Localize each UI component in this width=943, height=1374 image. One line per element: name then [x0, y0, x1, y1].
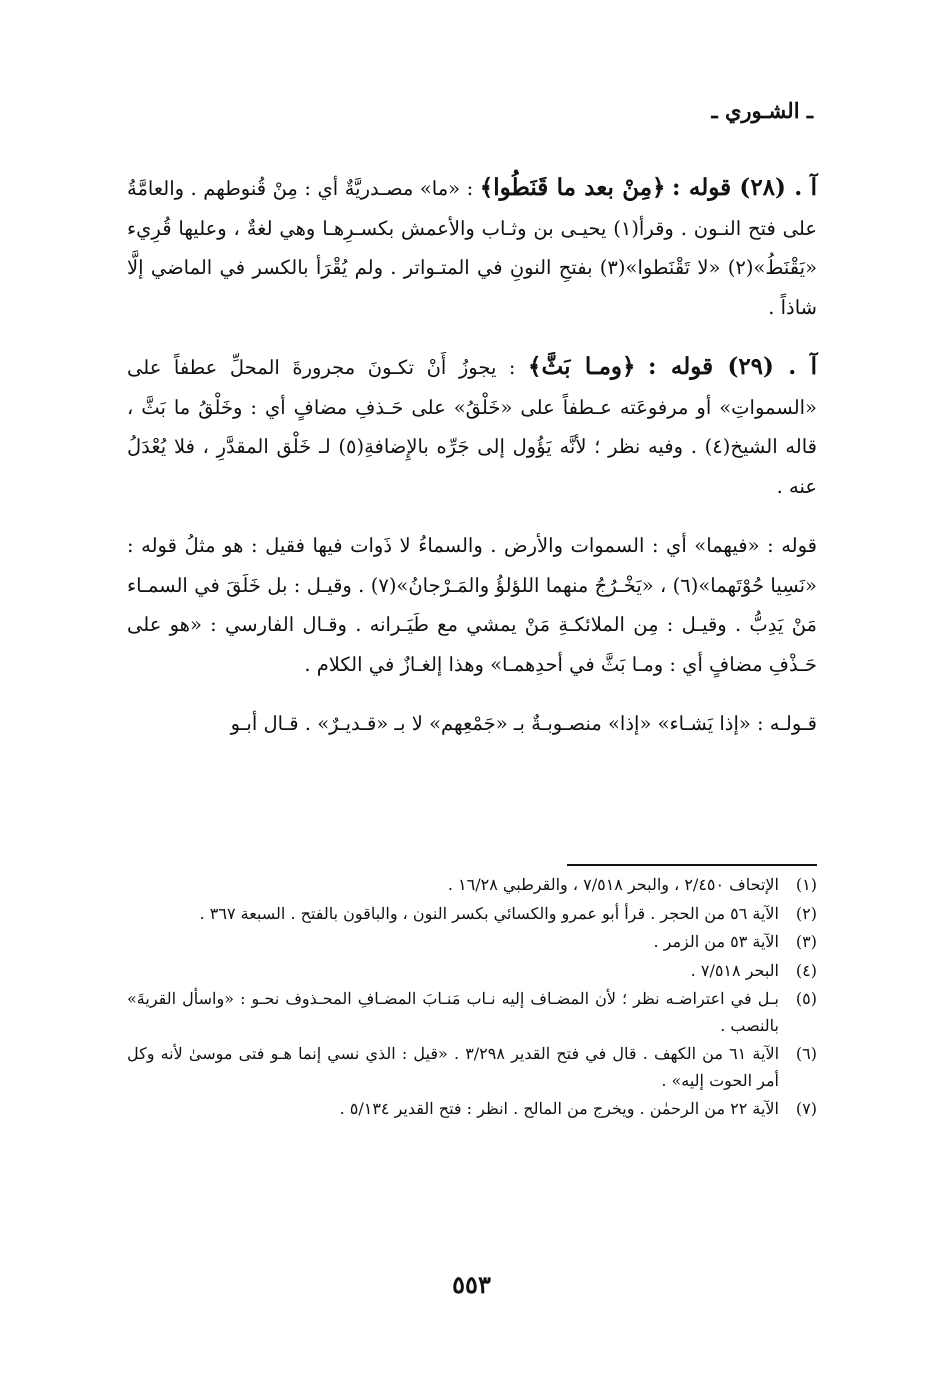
footnotes — [127, 872, 817, 1125]
footnote-item — [127, 958, 817, 985]
verse-reference: آ . (٢٨) قوله : — [672, 174, 818, 201]
footnote-item — [127, 901, 817, 928]
footnote-item — [127, 1096, 817, 1123]
footnote-divider — [567, 864, 817, 866]
footnote-number: (٢) — [795, 903, 817, 923]
footnote-text: البحر ٧/٥١٨ . — [690, 960, 779, 980]
paragraph-verse-28 — [127, 168, 817, 327]
commentary-text: قـولـه : «إذا يَشـاء» «إذا» منصـوبـةٌ بـ «جَمْعِهم» لا بـ «قـديـرٌ» . قـال أبـو — [230, 712, 817, 735]
footnote-item — [127, 929, 817, 956]
footnote-number: (٦) — [795, 1044, 817, 1063]
footnote-text: الإتحاف ٢/٤٥٠ ، والبحر ٧/٥١٨ ، والقرطبي ١٦/٢٨ . — [447, 875, 779, 894]
paragraph-fihima — [127, 526, 817, 684]
footnote-number: (٥) — [795, 989, 817, 1008]
commentary-text: : «ما» مصـدريَّةٌ أي : مِنْ قُنوطهم . والعامَّةُ على فتح النـون . وقرأ(١) يحيـى بن وثـاب والأعمش بكسـرِهـا وهي لغةٌ ، وعليها قُرِيء «يَقْنَطُ»(٢) «لا تَقْنَطوا»(٣) بفتحِ النونِ في المتـواتر . ولم يُقْرَأ بالكسر في الماضي إلَّا شاذاً . — [127, 177, 817, 319]
paragraph-verse-29 — [127, 347, 817, 506]
page-number: ٥٥٣ — [452, 1270, 491, 1299]
footnote-number: (٧) — [795, 1099, 817, 1118]
quran-quote: ﴿ومـا بَثَّ﴾ — [528, 353, 636, 380]
running-header: ـ الشـوري ـ — [711, 98, 813, 123]
quran-quote: ﴿مِنْ بعد ما قَنَطُوا﴾ — [479, 174, 666, 201]
footnote-text: الآية ٦١ من الكهف . قال في فتح القدير ٣/٢٩٨ . «قيل : الذي نسي إنما هـو فتى موسىٰ لأنه وكل أمر الحوت إليه» . — [127, 1044, 780, 1090]
main-text — [127, 168, 817, 764]
commentary-text: : يجوزُ أَنْ تكـونَ مجرورةَ المحلِّ عطفاً على «السمواتِ» أو مرفوعَته عـطفاً على «خَلْقُ» على حَـذفِ مضافٍ أي : وخَلْقُ ما بَثَّ ، قاله الشيخ(٤) . وفيه نظر ؛ لأنَّه يَؤُول إلى جَرِّه بالإِضافةِ(٥) لـ خَلْق المقدَّرِ ، فلا يُعْدَلُ عنه . — [127, 356, 817, 498]
footnote-item — [127, 872, 817, 899]
footnote-text: الآية ٢٢ من الرحمٰن . ويخرج من المالح . انظر : فتح القدير ٥/١٣٤ . — [339, 1099, 779, 1118]
verse-reference: آ . (٢٩) قوله : — [648, 353, 818, 380]
footnote-number: (٣) — [795, 932, 817, 951]
footnote-number: (١) — [795, 875, 817, 894]
commentary-text: قوله : «فيهما» أي : السموات والأرض . والسماءُ لا ذَوات فيها فقيل : هو مثلُ قوله : «نَسِيا حُوْتَهما»(٦) ، «يَخْـرُجُ منهما اللؤلؤُ والمَـرْجانُ»(٧) . وقيـل : بل خَلَقَ في السمـاء مَنْ يَدِبُّ . وقيـل : مِن الملائكـةِ مَنْ يمشي مع طَيَـرانه . وقـال الفارسي : «هو على حَـذْفِ مضافٍ أي : ومـا بَثَّ في أحدِهمـا» وهذا إلغـازٌ في الكلام . — [127, 534, 817, 676]
footnote-item — [127, 986, 817, 1039]
footnote-text: الآية ٥٣ من الزمر . — [653, 932, 779, 951]
footnote-text: بـل في اعتراضـه نظر ؛ لأن المضـاف إليه نـاب مَنـابَ المضـافِ المحـذوف نحـو : «واسأل القريةَ» بالنصب . — [127, 989, 779, 1035]
footnote-text: الآية ٥٦ من الحجر . قرأ أبو عمرو والكسائي بكسر النون ، والباقون بالفتح . السبعة ٣٦٧ . — [199, 903, 779, 923]
footnote-number: (٤) — [795, 960, 817, 980]
footnote-item — [127, 1041, 817, 1094]
paragraph-idha-yashaa — [127, 704, 817, 744]
